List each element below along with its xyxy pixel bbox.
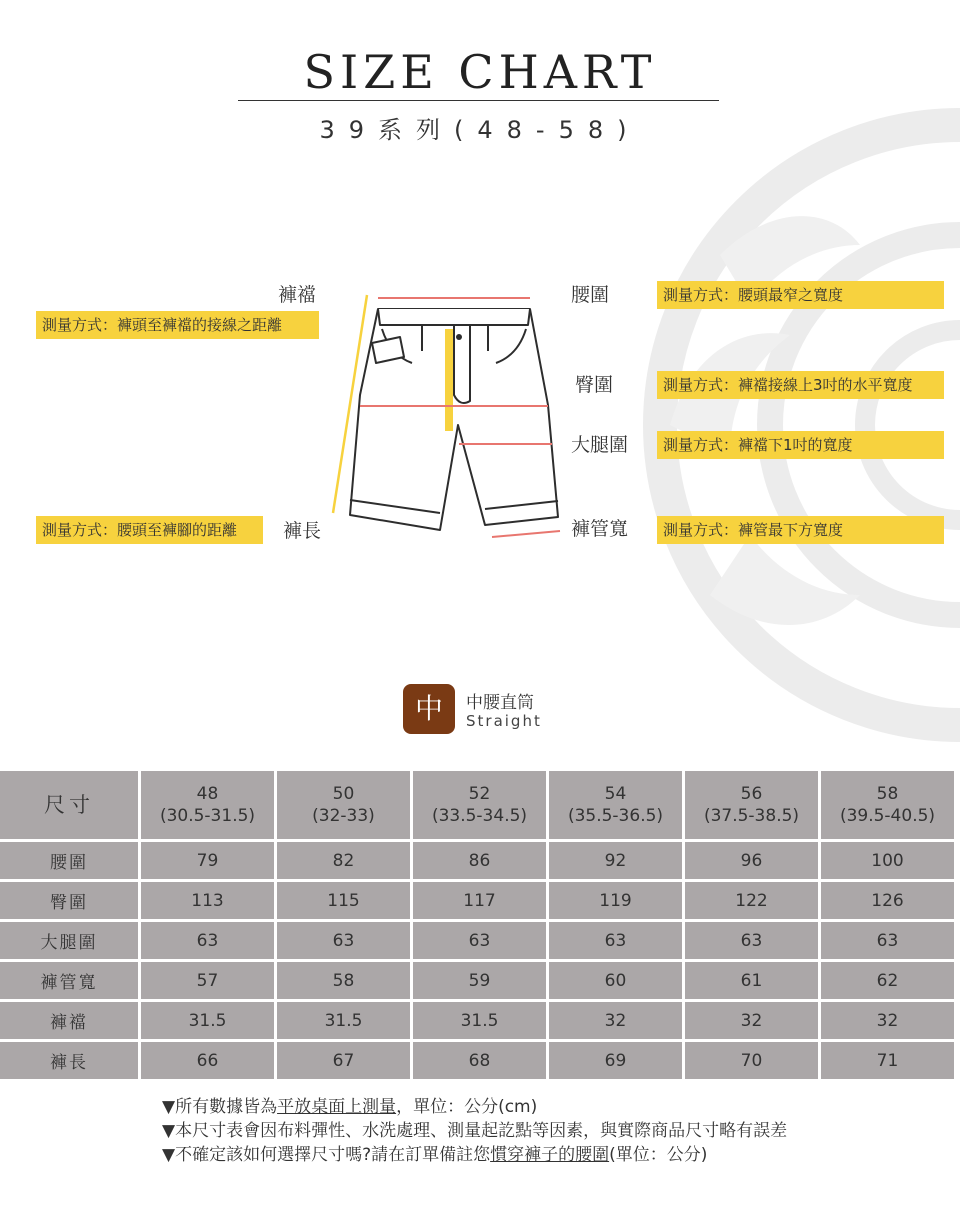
- table-cell: 58: [277, 962, 410, 999]
- table-row: [0, 1042, 954, 1079]
- size-range: (37.5-38.5): [703, 806, 800, 826]
- method-waist: 測量方式：腰頭最窄之寬度: [657, 281, 944, 309]
- note-size-help: [162, 1143, 787, 1167]
- size-number: 48: [196, 784, 219, 804]
- size-column-header: 尺寸: [0, 771, 138, 839]
- method-hem: 測量方式：褲管最下方寬度: [657, 516, 944, 544]
- size-header: [277, 771, 410, 839]
- label-thigh: 大腿圍: [571, 434, 629, 456]
- table-cell: 79: [141, 842, 274, 879]
- label-length: 褲長: [283, 520, 322, 542]
- size-header: [413, 771, 546, 839]
- table-row: [0, 1002, 954, 1039]
- size-number: 52: [468, 784, 491, 804]
- table-cell: 59: [413, 962, 546, 999]
- method-rise: 測量方式：褲頭至褲襠的接線之距離: [36, 311, 319, 339]
- size-number: 56: [740, 784, 763, 804]
- table-row: [0, 922, 954, 959]
- table-header-row: [0, 771, 954, 839]
- table-cell: 61: [685, 962, 818, 999]
- size-range: (33.5-34.5): [431, 806, 528, 826]
- label-rise: 褲襠: [278, 284, 317, 306]
- button-icon: [456, 334, 462, 340]
- fit-badge: 中: [403, 684, 455, 734]
- row-label: 大腿圍: [0, 922, 138, 959]
- table-cell: 69: [549, 1042, 682, 1079]
- table-cell: 31.5: [413, 1002, 546, 1039]
- table-cell: 71: [821, 1042, 954, 1079]
- table-cell: 126: [821, 882, 954, 919]
- table-cell: 32: [685, 1002, 818, 1039]
- table-cell: 70: [685, 1042, 818, 1079]
- size-table: [0, 768, 957, 1082]
- row-label: 臀圍: [0, 882, 138, 919]
- table-cell: 63: [685, 922, 818, 959]
- table-cell: 113: [141, 882, 274, 919]
- method-hip: 測量方式：褲襠接線上3吋的水平寬度: [657, 371, 944, 399]
- note-emphasis: 慣穿褲子的腰圍: [490, 1145, 610, 1165]
- table-cell: 96: [685, 842, 818, 879]
- size-range: (30.5-31.5): [159, 806, 256, 826]
- table-cell: 31.5: [141, 1002, 274, 1039]
- table-cell: 63: [277, 922, 410, 959]
- table-cell: 63: [549, 922, 682, 959]
- size-number: 54: [604, 784, 627, 804]
- size-header: [685, 771, 818, 839]
- table-cell: 63: [141, 922, 274, 959]
- note-text: ▼不確定該如何選擇尺寸嗎?請在訂單備註您: [162, 1145, 491, 1165]
- table-cell: 68: [413, 1042, 546, 1079]
- size-header: [141, 771, 274, 839]
- note-text: ，單位：公分(cm): [396, 1097, 538, 1117]
- waistband: [378, 309, 530, 325]
- table-cell: 60: [549, 962, 682, 999]
- table-cell: 115: [277, 882, 410, 919]
- series-subtitle: 39系列(48-58): [319, 116, 641, 144]
- row-label: 腰圍: [0, 842, 138, 879]
- table-row: [0, 962, 954, 999]
- table-cell: 67: [277, 1042, 410, 1079]
- table-cell: 32: [821, 1002, 954, 1039]
- decorative-watermark: [600, 95, 960, 745]
- size-number: 50: [332, 784, 355, 804]
- table-cell: 117: [413, 882, 546, 919]
- table-cell: 62: [821, 962, 954, 999]
- table-cell: 66: [141, 1042, 274, 1079]
- table-row: [0, 842, 954, 879]
- table-cell: 63: [413, 922, 546, 959]
- notes: [162, 1095, 787, 1167]
- note-text: (單位：公分): [609, 1145, 708, 1165]
- size-range: (32-33): [312, 806, 375, 826]
- method-length: 測量方式：腰頭至褲腳的距離: [36, 516, 263, 544]
- fit-english: Straight: [466, 712, 542, 730]
- table-cell: 32: [549, 1002, 682, 1039]
- size-range: (39.5-40.5): [839, 806, 936, 826]
- label-hem: 褲管寬: [571, 518, 629, 540]
- table-cell: 63: [821, 922, 954, 959]
- fit-name: 中腰直筒: [466, 693, 534, 713]
- size-number: 58: [876, 784, 899, 804]
- label-hip: 臀圍: [575, 374, 614, 396]
- size-header: [821, 771, 954, 839]
- row-label: 褲襠: [0, 1002, 138, 1039]
- hem-measure-line: [492, 531, 560, 537]
- table-cell: 57: [141, 962, 274, 999]
- note-emphasis: 平放桌面上測量: [277, 1097, 397, 1117]
- note-text: ▼所有數據皆為: [162, 1097, 278, 1117]
- page-title: SIZE CHART: [303, 45, 657, 99]
- table-cell: 82: [277, 842, 410, 879]
- table-cell: 100: [821, 842, 954, 879]
- label-waist: 腰圍: [571, 284, 610, 306]
- row-label: 褲管寬: [0, 962, 138, 999]
- method-thigh: 測量方式：褲襠下1吋的寬度: [657, 431, 944, 459]
- title-divider: [238, 100, 719, 101]
- note-measurement: [162, 1095, 787, 1119]
- note-tolerance: ▼本尺寸表會因布料彈性、水洗處理、測量起訖點等因素，與實際商品尺寸略有誤差: [162, 1121, 788, 1141]
- size-header: [549, 771, 682, 839]
- table-cell: 31.5: [277, 1002, 410, 1039]
- table-row: [0, 882, 954, 919]
- table-cell: 92: [549, 842, 682, 879]
- shorts-diagram: [330, 285, 570, 550]
- table-cell: 122: [685, 882, 818, 919]
- table-cell: 119: [549, 882, 682, 919]
- size-range: (35.5-36.5): [567, 806, 664, 826]
- row-label: 褲長: [0, 1042, 138, 1079]
- table-cell: 86: [413, 842, 546, 879]
